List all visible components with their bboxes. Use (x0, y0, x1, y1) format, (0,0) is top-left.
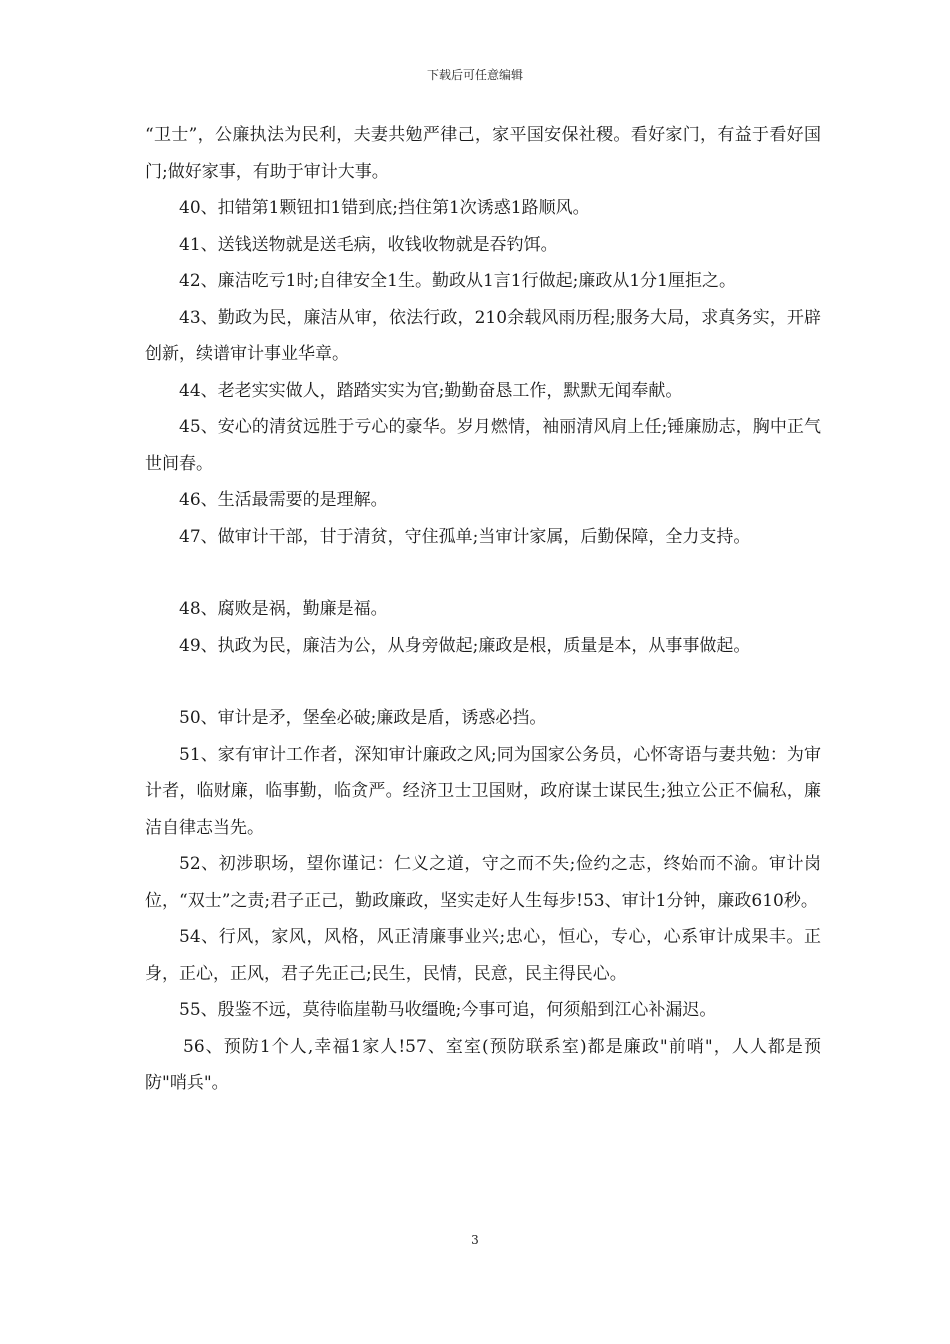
paragraph-49: 49、执政为民，廉洁为公，从身旁做起;廉政是根，质量是本，从事事做起。 (179, 635, 751, 656)
paragraph-47: 47、做审计干部，甘于清贫，守住孤单;当审计家属，后勤保障，全力支持。 (179, 526, 751, 547)
blank-line (145, 555, 821, 591)
page-number: 3 (471, 1233, 479, 1247)
paragraph-44: 44、老老实实做人，踏踏实实为官;勤勤奋恳工作，默默无闻奉献。 (179, 380, 683, 401)
paragraph-42: 42、廉洁吃亏1时;自律安全1生。勤政从1言1行做起;廉政从1分1厘拒之。 (179, 271, 736, 291)
paragraph-51: 51、家有审计工作者，深知审计廉政之风;同为国家公务员，心怀寄语与妻共勉：为审计者，临财廉，临事勤，临贪严。经济卫士卫国财，政府谋士谋民生;独立公正不偏私，廉洁自律志当先。 (145, 744, 821, 838)
page-header: 下载后可任意编辑 (426, 68, 523, 82)
document-body (145, 117, 821, 1102)
paragraph-continuation: “卫士”，公廉执法为民利，夫妻共勉严律己，家平国安保社稷。看好家门，有益于看好国门;做好家事，有助于审计大事。 (145, 125, 821, 182)
paragraph-41: 41、送钱送物就是送毛病，收钱收物就是吞钓饵。 (179, 234, 558, 255)
paragraph-46: 46、生活最需要的是理解。 (179, 490, 388, 510)
blank-line (145, 664, 821, 700)
paragraph-50: 50、审计是矛，堡垒必破;廉政是盾，诱惑必挡。 (179, 708, 547, 728)
paragraph-43: 43、勤政为民，廉洁从审，依法行政，210余载风雨历程;服务大局，求真务实，开辟创新，续谱审计事业华章。 (145, 307, 821, 364)
paragraph-48: 48、腐败是祸，勤廉是福。 (179, 599, 388, 619)
paragraph-55: 55、殷鉴不远，莫待临崖勒马收缰晚;今事可追，何须船到江心补漏迟。 (179, 1000, 717, 1020)
paragraph-56: 56、预防1个人,幸福1家人!57、室室(预防联系室)都是廉政"前哨"，人人都是预防"哨兵"。 (145, 1036, 821, 1093)
paragraph-40: 40、扣错第1颗钮扣1错到底;挡住第1次诱惑1路顺风。 (179, 198, 590, 218)
paragraph-52: 52、初涉职场，望你谨记：仁义之道，守之而不失;俭约之志，终始而不渝。审计岗位，“双士”之责;君子正己，勤政廉政，坚实走好人生每步!53、审计1分钟，廉政610秒。 (145, 854, 821, 911)
paragraph-54: 54、行风，家风，风格，风正清廉事业兴;忠心，恒心，专心，心系审计成果丰。正身，正心，正风，君子先正己;民生，民情，民意，民主得民心。 (145, 927, 821, 984)
paragraph-45: 45、安心的清贫远胜于亏心的豪华。岁月燃情，袖丽清风肩上任;锤廉励志，胸中正气世间春。 (145, 417, 821, 474)
